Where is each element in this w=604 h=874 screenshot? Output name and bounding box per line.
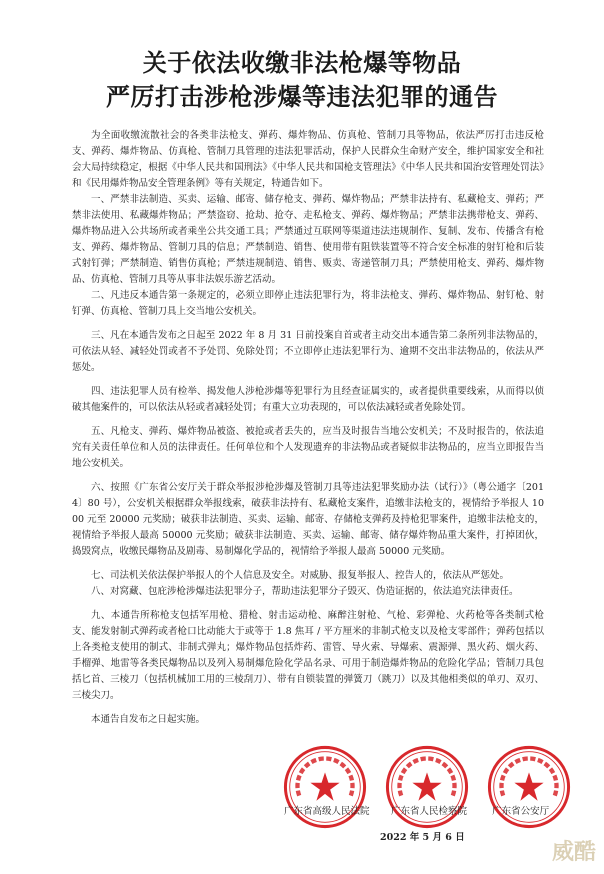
police-seal	[486, 744, 572, 830]
clause-1: 一、严禁非法制造、买卖、运输、邮寄、储存枪支、弹药、爆炸物品；严禁非法持有、私藏枪支、弹药；严禁非法使用、私藏爆炸物品；严禁盗窃、抢劫、抢夺、走私枪支、弹药、爆炸物品；严禁非法携带枪支、弹药、爆炸物品进入公共场所或者乘坐公共交通工具；严禁通过互联网等渠道违法违规制作、复制、发布、传播含有枪支、弹药、爆炸物品、管制刀具的信息；严禁制造、销售、使用带有阻铁装置等不符合安全标准的射钉枪和后装式射钉弹；严禁制造、销售仿真枪；严禁违规制造、销售、贩卖、寄递管制刀具；严禁使用枪支、弹药、爆炸物品、仿真枪、管制刀具等从事非法娱乐游艺活动。	[72, 194, 544, 285]
notice-body	[72, 128, 544, 728]
police-star-icon	[514, 772, 543, 800]
clause-4: 四、违法犯罪人员有检举、揭发他人涉枪涉爆等犯罪行为且经查证属实的，或者提供重要线索，从而得以侦破其他案件的，可以依法从轻或者减轻处罚；有重大立功表现的，可以依法减轻或者免除处罚。	[72, 386, 544, 413]
signatory-police: 广东省公安厅	[492, 806, 550, 817]
clause-6: 六、按照《广东省公安厅关于群众举报涉枪涉爆及管制刀具等违法犯罪奖励办法（试行）》（粤公通字〔2014〕80 号），公安机关根据群众举报线索，破获非法持有、私藏枪支案件，追缴非法枪支的，视情给予举报人 1000 元至 20000 元奖励；破获非法制造、买卖、运输、邮寄、存储枪支弹药及持枪犯罪案件，追缴非法枪支的，视情给予举报人最高 50000 元奖励；破获非法制造、买卖、运输、邮寄、储存爆炸物品重大案件，打掉团伙，捣毁窝点，收缴民爆物品及剧毒、易制爆化学品的，视情给予举报人最高 50000 元奖励。	[72, 482, 544, 557]
signatories	[284, 803, 584, 817]
clause-2: 二、凡违反本通告第一条规定的，必须立即停止违法犯罪行为，将非法枪支、弹药、爆炸物品、射钉枪、射钉弹、仿真枪、管制刀具上交当地公安机关。	[72, 290, 544, 317]
procuratorate-seal	[384, 744, 470, 830]
signatory-procuratorate: 广东省人民检察院	[391, 806, 468, 817]
notice-title-line1: 关于依法收缴非法枪爆等物品	[142, 49, 462, 77]
court-seal	[282, 744, 368, 830]
clause-8: 八、对窝藏、包庇涉枪涉爆违法犯罪分子，帮助违法犯罪分子毁灭、伪造证据的，依法追究法律责任。	[91, 586, 519, 597]
clause-5: 五、凡枪支、弹药、爆炸物品被盗、被抢或者丢失的，应当及时报告当地公安机关；不及时报告的，依法追究有关责任单位和人员的法律责任。任何单位和个人发现遗弃的非法物品或者疑似非法物品的，应当立即报告当地公安机关。	[72, 426, 544, 469]
clause-9: 九、本通告所称枪支包括军用枪、猎枪、射击运动枪、麻醉注射枪、气枪、彩弹枪、火药枪等各类制式枪支、能发射制式弹药或者枪口比动能大于或等于 1.8 焦耳 / 平方厘米的非制式枪支以及枪支零部件；弹药包括以上各类枪支使用的制式、非制式弹丸；爆炸物品包括炸药、雷管、导火索、导爆索、震源弹、黑火药、烟火药、手榴弹、地雷等各类民爆物品以及列入易制爆危险化学品名录、可用于制造爆炸物品的危险化学品；管制刀具包括匕首、三棱刀（包括机械加工用的三棱刮刀）、带有自锁装置的弹簧刀（跳刀）以及其他相类似的单刃、双刃、三棱尖刀。	[72, 610, 544, 701]
issue-date: 2022 年 5 月 6 日	[380, 832, 465, 843]
clause-3: 三、凡在本通告发布之日起至 2022 年 8 月 31 日前投案自首或者主动交出本通告第二条所列非法物品的，可依法从轻、减轻处罚或者不予处罚、免除处罚；不立即停止违法犯罪行为、逾期不交出非法物品的，依法从严惩处。	[72, 330, 544, 373]
preamble-paragraph: 为全面收缴流散社会的各类非法枪支、弹药、爆炸物品、仿真枪、管制刀具等物品，依法严厉打击违反枪支、弹药、爆炸物品、仿真枪、管制刀具管理的违法犯罪活动，保护人民群众生命财产安全，维护国家安全和社会大局持续稳定，根据《中华人民共和国刑法》《中华人民共和国枪支管理法》《中华人民共和国治安管理处罚法》和《民用爆炸物品安全管理条例》等有关规定，特通告如下。	[72, 130, 544, 189]
notice-title-line2: 严厉打击涉枪涉爆等违法犯罪的通告	[106, 83, 498, 111]
signatory-court: 广东省高级人民法院	[284, 806, 370, 817]
national-emblem-star-icon	[310, 772, 339, 800]
clause-7: 七、司法机关依法保护举报人的个人信息及安全。对威胁、报复举报人、控告人的，依法从严惩处。	[91, 570, 510, 581]
procuratorate-emblem-star-icon	[412, 772, 441, 800]
effective-clause: 本通告自发布之日起实施。	[91, 714, 206, 725]
watermark: 威酷	[551, 840, 596, 865]
